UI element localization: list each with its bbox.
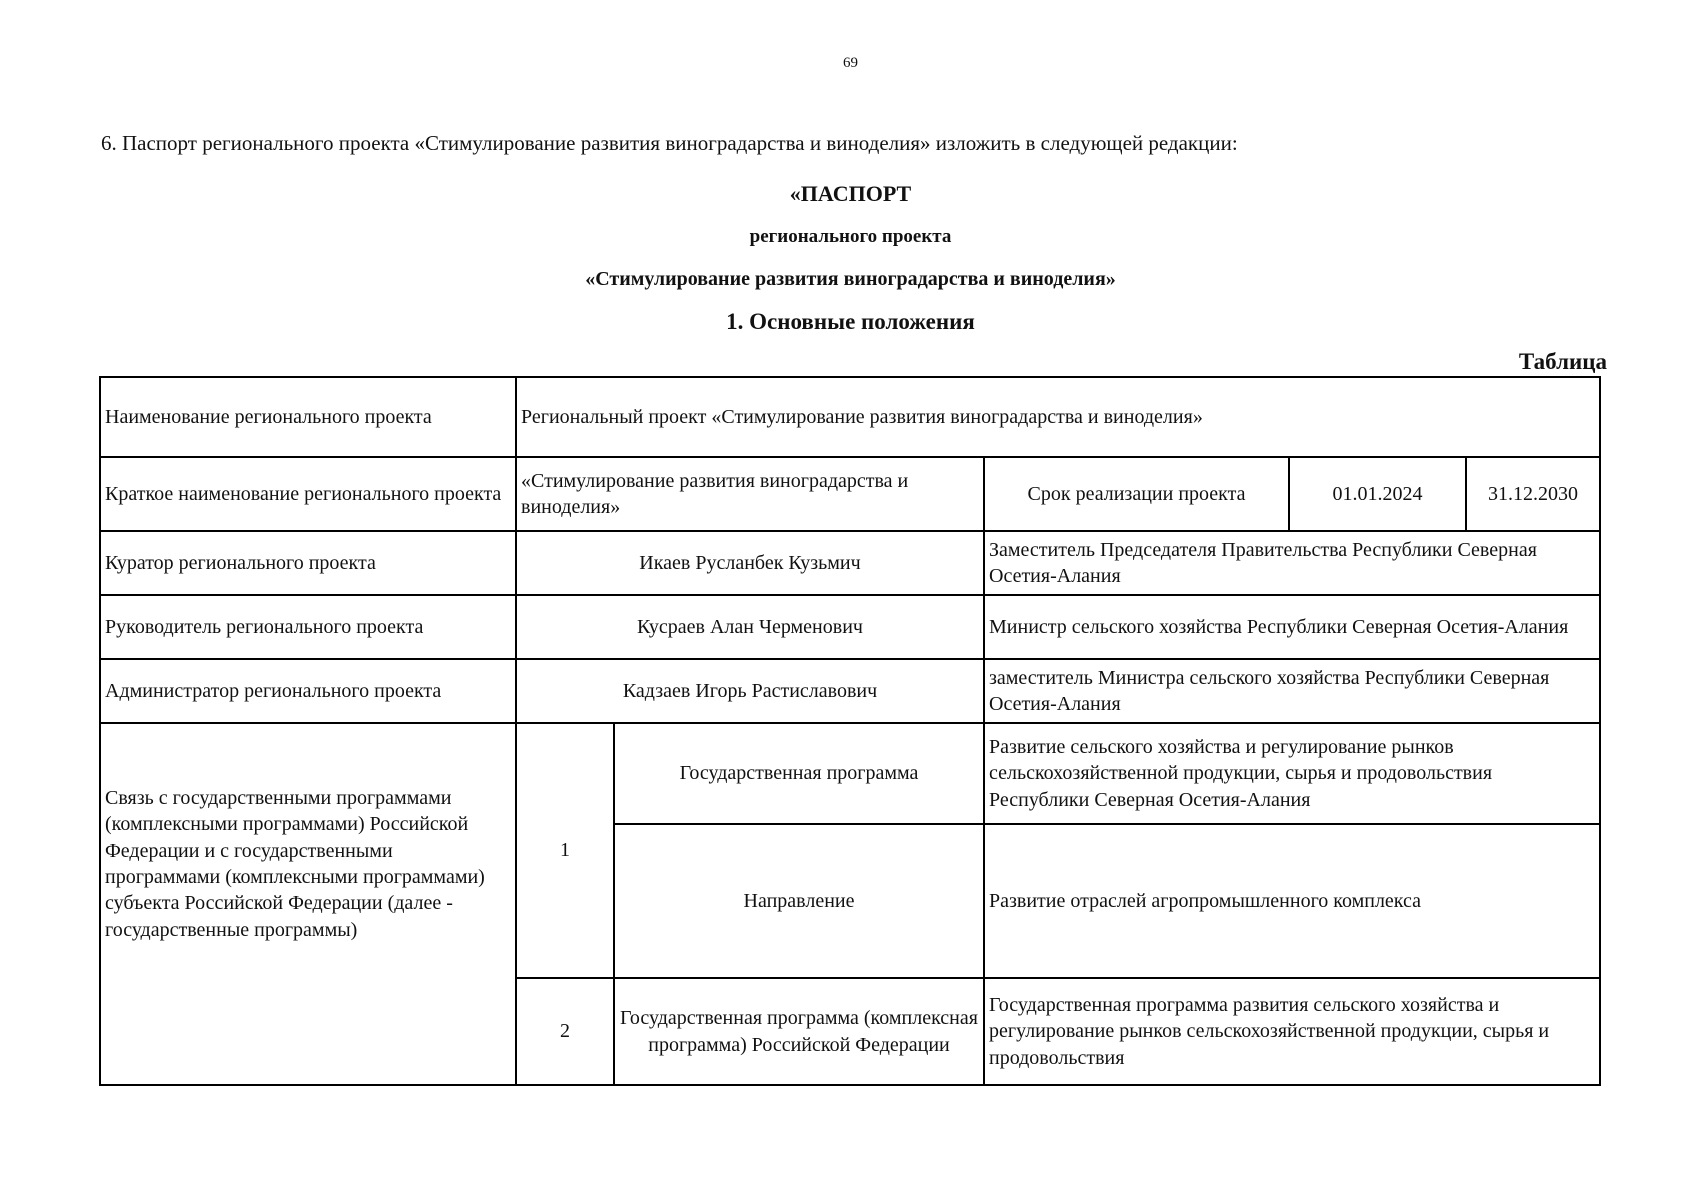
curator-label: Куратор регионального проекта xyxy=(100,531,516,595)
curator-position: Заместитель Председателя Правительства Республики Северная Осетия-Алания xyxy=(984,531,1600,595)
table-row xyxy=(100,595,1600,659)
direction-value: Развитие отраслей агропромышленного комплекса xyxy=(984,824,1600,978)
table-caption: Таблица xyxy=(1518,349,1607,374)
links-label: Связь с государственными программами (комплексными программами) Российской Федерации и с государственными программами (комплексными программами) субъекта Российской Федерации (далее - государственные программы) xyxy=(100,723,516,1085)
table-row xyxy=(100,723,1600,824)
head-name: Кусраев Алан Черменович xyxy=(516,595,984,659)
short-name-value: «Стимулирование развития виноградарства и виноделия» xyxy=(516,457,984,531)
name-label: Наименование регионального проекта xyxy=(100,377,516,457)
page-number: 69 xyxy=(843,55,858,71)
period-label: Срок реализации проекта xyxy=(984,457,1289,531)
program-label-1: Государственная программа xyxy=(614,723,984,824)
table-row xyxy=(100,377,1600,457)
program-value-1: Развитие сельского хозяйства и регулирование рынков сельскохозяйственной продукции, сырья и продовольствия Республики Северная Осетия-Алания xyxy=(984,723,1600,824)
program-label-2: Государственная программа (комплексная программа) Российской Федерации xyxy=(614,978,984,1085)
passport-subtitle: регионального проекта xyxy=(749,226,952,247)
table-row xyxy=(100,531,1600,595)
head-position: Министр сельского хозяйства Республики Северная Осетия-Алания xyxy=(984,595,1600,659)
program-value-2: Государственная программа развития сельского хозяйства и регулирование рынков сельскохозяйственной продукции, сырья и продовольствия xyxy=(984,978,1600,1085)
link-number-2: 2 xyxy=(516,978,614,1085)
intro-text: 6. Паспорт регионального проекта «Стимулирование развития виноградарства и виноделия» изложить в следующей редакции: xyxy=(101,131,1238,155)
table-row xyxy=(100,457,1600,531)
project-title: «Стимулирование развития виноградарства и виноделия» xyxy=(585,268,1116,290)
start-date: 01.01.2024 xyxy=(1289,457,1466,531)
end-date: 31.12.2030 xyxy=(1466,457,1600,531)
head-label: Руководитель регионального проекта xyxy=(100,595,516,659)
admin-label: Администратор регионального проекта xyxy=(100,659,516,723)
passport-table xyxy=(99,376,1601,1086)
admin-position: заместитель Министра сельского хозяйства Республики Северная Осетия-Алания xyxy=(984,659,1600,723)
table-row xyxy=(100,659,1600,723)
passport-title: «ПАСПОРТ xyxy=(789,181,912,206)
short-name-label: Краткое наименование регионального проекта xyxy=(100,457,516,531)
section-title: 1. Основные положения xyxy=(726,309,975,334)
admin-name: Кадзаев Игорь Растиславович xyxy=(516,659,984,723)
curator-name: Икаев Русланбек Кузьмич xyxy=(516,531,984,595)
link-number-1: 1 xyxy=(516,723,614,978)
name-value: Региональный проект «Стимулирование развития виноградарства и виноделия» xyxy=(516,377,1600,457)
direction-label: Направление xyxy=(614,824,984,978)
